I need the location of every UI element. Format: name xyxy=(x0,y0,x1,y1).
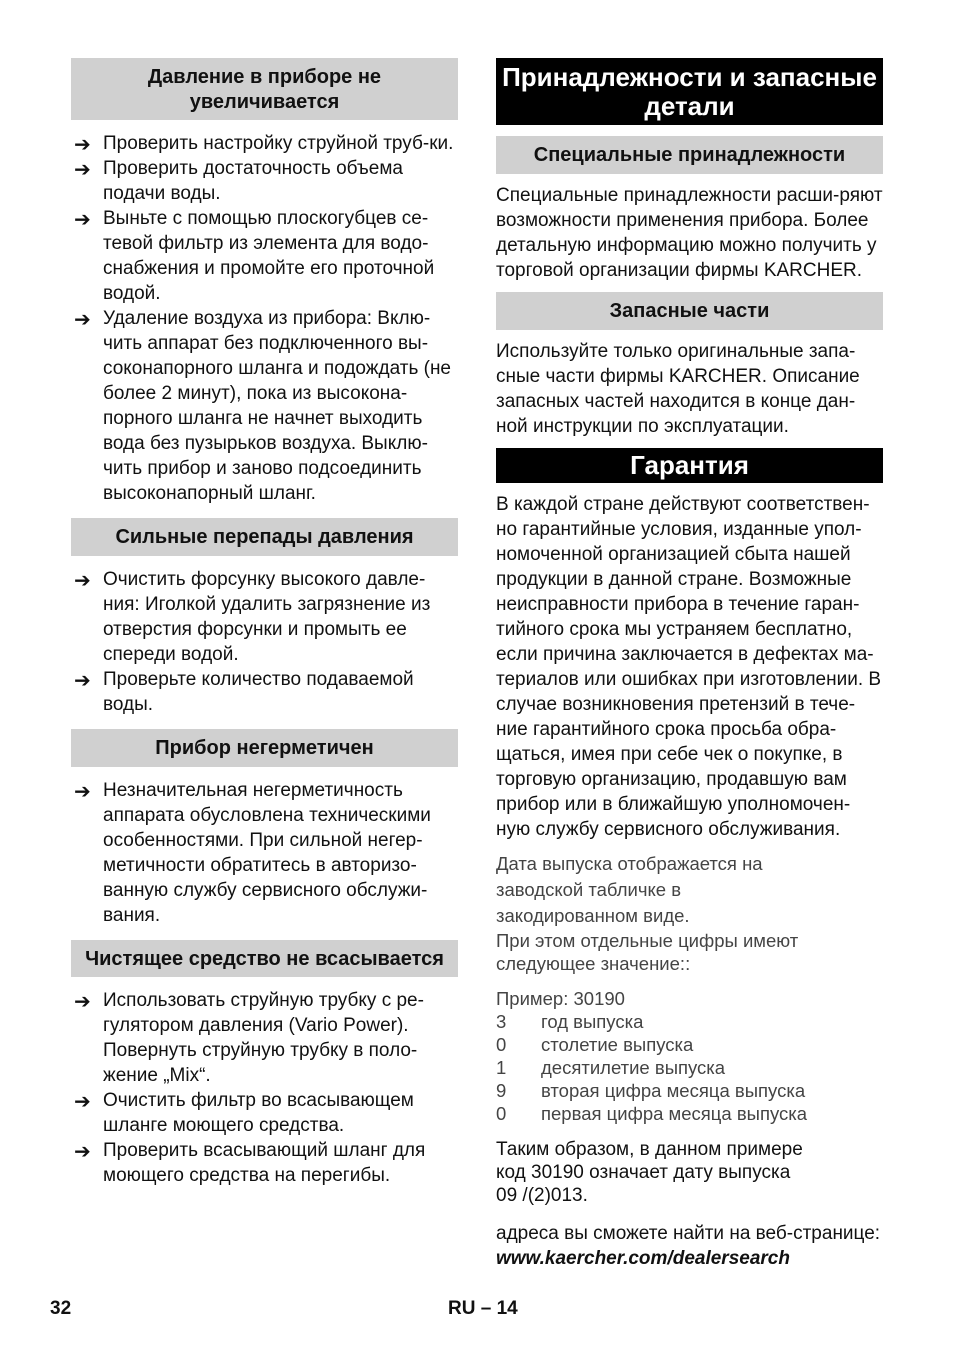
arrow-right-icon: ➔ xyxy=(74,568,91,592)
list-item-text: Проверить достаточность объема подачи воды. xyxy=(103,158,403,204)
list-item-text: Удаление воздуха из прибора: Вклю-чить аппарат без подключенного вы-соконапорного шланга и подождать (не более 2 минут), пока из высокона-порного шланга не начнет выходить вода без пузырьков воздуха. Выклю-чить прибор и заново подсоединить высоконапорный шланг. xyxy=(103,308,452,504)
code-meaning: столетие выпуска xyxy=(541,1034,694,1055)
date-line: закодированном виде. xyxy=(496,905,690,926)
arrow-right-icon: ➔ xyxy=(74,1139,91,1163)
page-section: RU – 14 xyxy=(448,1298,518,1319)
section-heading: Сильные перепады давления xyxy=(71,518,458,556)
date-line: следующее значение:: xyxy=(496,953,691,974)
bullet-list xyxy=(71,988,458,1188)
summary-line: Таким образом, в данном примере xyxy=(496,1139,803,1160)
list-item xyxy=(71,567,458,667)
arrow-right-icon: ➔ xyxy=(74,307,91,331)
arrow-right-icon: ➔ xyxy=(74,207,91,231)
dealer-search-link[interactable]: www.kaercher.com/dealersearch xyxy=(496,1248,790,1269)
warranty-text: В каждой стране действуют соответствен-но гарантийные условия, изданные упол-номоченной организацией сбыта нашей продукции в данной стране. Возможные неисправности прибора в течение гаран-тийного срока мы устраняем бесплатно, если причина заключается в дефектах ма-териалов или ошибках при изготовлении. В случае возникновения претензий в тече-ние гарантийного срока просьба обра-щаться, имея при себе чек о покупке, в торговую организацию, продавшую вам прибор или в ближайшую уполномочен-ную службу сервисного обслуживания. xyxy=(496,494,882,840)
date-code-table xyxy=(496,1010,883,1125)
code-meaning: первая цифра месяца выпуска xyxy=(541,1103,808,1124)
list-item xyxy=(71,988,458,1088)
list-item xyxy=(71,1088,458,1138)
date-code-info xyxy=(496,851,883,1125)
left-column xyxy=(71,58,458,1200)
summary-line: 09 /(2)013. xyxy=(496,1185,588,1206)
section-heading: Давление в приборе не увеличивается xyxy=(71,58,458,120)
arrow-right-icon: ➔ xyxy=(74,157,91,181)
list-item-text: Использовать струйную трубку с ре-гулятором давления (Vario Power). Повернуть струйную трубку в поло-жение „Mix“. xyxy=(103,990,424,1086)
list-item xyxy=(71,131,458,156)
date-line: Дата выпуска отображается на xyxy=(496,853,763,874)
code-digit: 9 xyxy=(496,1080,507,1101)
address-text: адреса вы сможете найти на веб-странице: xyxy=(496,1223,881,1244)
code-digit: 0 xyxy=(496,1034,507,1055)
list-item-text: Проверьте количество подаваемой воды. xyxy=(103,669,414,715)
code-row xyxy=(496,1079,883,1102)
bullet-list xyxy=(71,567,458,717)
code-row xyxy=(496,1010,883,1033)
page-number: 32 xyxy=(50,1298,72,1319)
list-item xyxy=(71,778,458,928)
arrow-right-icon: ➔ xyxy=(74,132,91,156)
code-digit: 0 xyxy=(496,1103,507,1124)
code-digit: 3 xyxy=(496,1011,507,1032)
special-accessories-text: Специальные принадлежности расши-ряют возможности применения прибора. Более детальную информацию можно получить у торговой организации фирмы KARCHER. xyxy=(496,185,883,281)
code-digit: 1 xyxy=(496,1057,507,1078)
special-accessories-heading: Специальные принадлежности xyxy=(496,136,883,174)
date-example: Пример: 30190 xyxy=(496,988,625,1009)
dealer-address xyxy=(496,1221,883,1271)
list-item-text: Проверить всасывающий шланг для моющего средства на перегибы. xyxy=(103,1140,426,1186)
list-item xyxy=(71,206,458,306)
date-summary xyxy=(496,1138,883,1207)
bullet-list xyxy=(71,778,458,928)
code-row xyxy=(496,1056,883,1079)
list-item-text: Выньте с помощью плоскогубцев се-тевой фильтр из элемента для водо-снабжения и промойте его проточной водой. xyxy=(103,208,435,304)
right-column xyxy=(496,58,883,1271)
arrow-right-icon: ➔ xyxy=(74,989,91,1013)
date-line: При этом отдельные цифры имеют xyxy=(496,930,799,951)
section-heading: Прибор негерметичен xyxy=(71,729,458,767)
accessories-title: Принадлежности и запасные детали xyxy=(496,58,883,125)
list-item-text: Очистить фильтр во всасывающем шланге моющего средства. xyxy=(103,1090,414,1136)
list-item xyxy=(71,667,458,717)
code-meaning: вторая цифра месяца выпуска xyxy=(541,1080,806,1101)
code-row xyxy=(496,1102,883,1125)
arrow-right-icon: ➔ xyxy=(74,779,91,803)
list-item-text: Проверить настройку струйной труб-ки. xyxy=(103,133,454,154)
list-item xyxy=(71,1138,458,1188)
code-meaning: десятилетие выпуска xyxy=(541,1057,726,1078)
summary-line: код 30190 означает дату выпуска xyxy=(496,1162,791,1183)
arrow-right-icon: ➔ xyxy=(74,1089,91,1113)
bullet-list xyxy=(71,131,458,506)
warranty-title: Гарантия xyxy=(496,448,883,483)
section-heading: Чистящее средство не всасывается xyxy=(71,940,458,977)
date-line: заводской табличке в xyxy=(496,879,682,900)
list-item-text: Незначительная негерметичность аппарата обусловлена техническими особенностями. При сильной негер-метичности обратитесь в авторизо-ванную службу сервисного обслужи-вания. xyxy=(103,780,431,926)
spare-parts-text: Используйте только оригинальные запа-сные части фирмы KARCHER. Описание запасных частей находится в конце дан-ной инструкции по эксплуатации. xyxy=(496,341,860,437)
code-row xyxy=(496,1033,883,1056)
list-item-text: Очистить форсунку высокого давле-ния: Иголкой удалить загрязнение из отверстия форсунки и промыть ее спереди водой. xyxy=(103,569,431,665)
spare-parts-heading: Запасные части xyxy=(496,292,883,330)
list-item xyxy=(71,156,458,206)
code-meaning: год выпуска xyxy=(541,1011,644,1032)
list-item xyxy=(71,306,458,506)
arrow-right-icon: ➔ xyxy=(74,668,91,692)
